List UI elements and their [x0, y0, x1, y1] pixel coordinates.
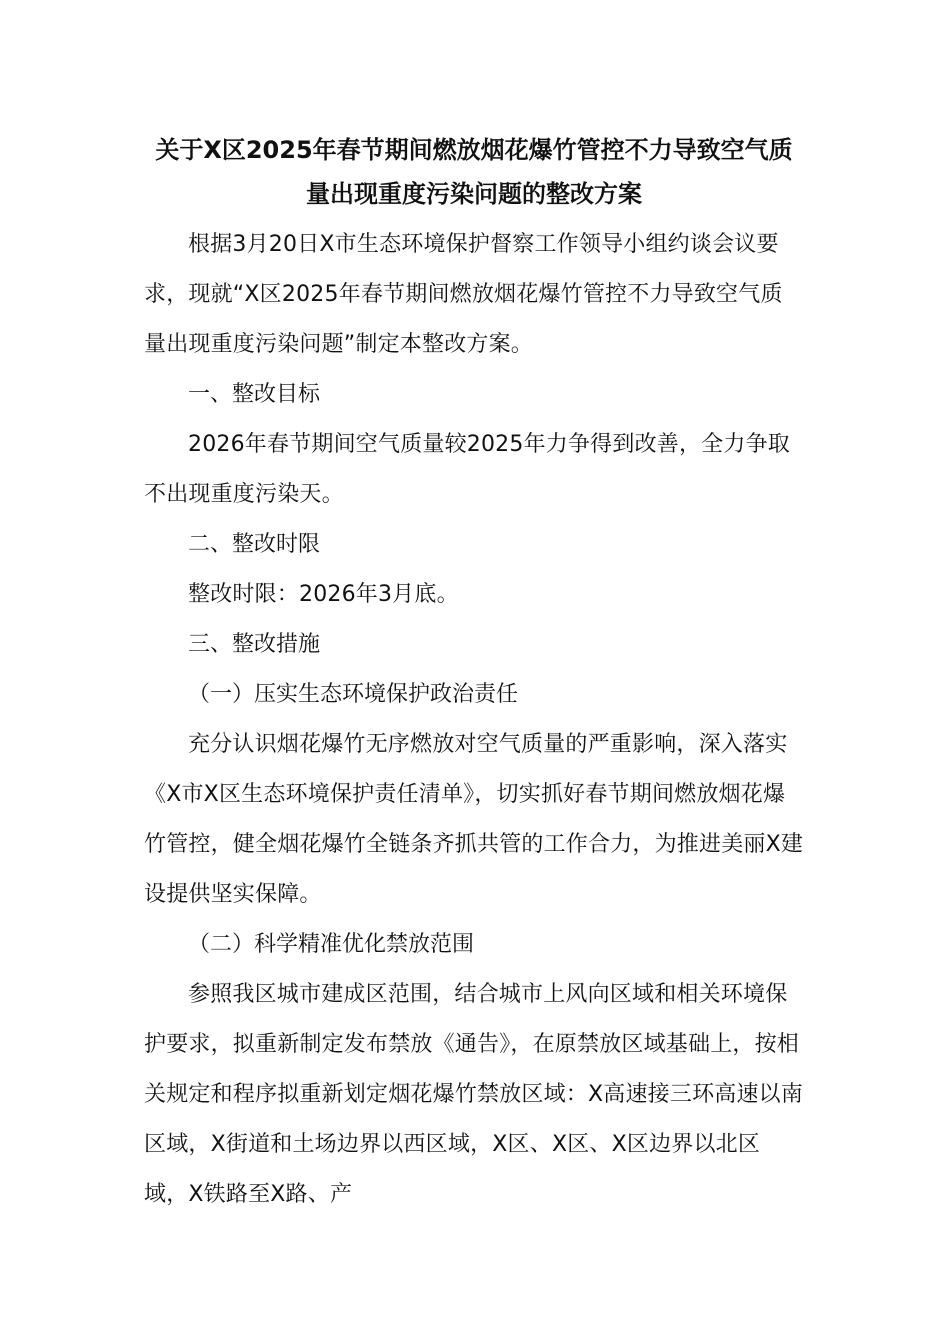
- intro-paragraph: 根据3月20日X市生态环境保护督察工作领导小组约谈会议要求，现就“X区2025年春节期间燃放烟花爆竹管控不力导致空气质量出现重度污染问题”制定本整改方案。: [144, 232, 783, 357]
- section-3-sub-1-body: 充分认识烟花爆竹无序燃放对空气质量的严重影响，深入落实《X市X区生态环境保护责任清单》，切实抓好春节期间燃放烟花爆竹管控，健全烟花爆竹全链条齐抓共管的工作合力，为推进美丽X建设提供坚实保障。: [144, 732, 804, 907]
- section-3-sub-1-heading: （一）压实生态环境保护政治责任: [188, 682, 519, 707]
- section-1-body: 2026年春节期间空气质量较2025年力争得到改善，全力争取不出现重度污染天。: [144, 432, 790, 507]
- section-2-heading: 二、整改时限: [188, 532, 321, 557]
- section-2-body: 整改时限：2026年3月底。: [188, 582, 459, 607]
- section-3-sub-2-heading: （二）科学精准优化禁放范围: [188, 932, 475, 957]
- section-3-heading: 三、整改措施: [188, 632, 321, 657]
- document-page: [144, 128, 804, 1220]
- document-title: 关于X区2025年春节期间燃放烟花爆竹管控不力导致空气质量出现重度污染问题的整改方案: [155, 136, 793, 208]
- section-1-heading: 一、整改目标: [188, 382, 321, 407]
- section-3-sub-2-body: 参照我区城市建成区范围，结合城市上风向区域和相关环境保护要求，拟重新制定发布禁放《通告》，在原禁放区域基础上，按相关规定和程序拟重新划定烟花爆竹禁放区域：X高速接三环高速以南区域，X街道和土场边界以西区域，X区、X区、X区边界以北区域，X铁路至X路、产: [144, 982, 804, 1207]
